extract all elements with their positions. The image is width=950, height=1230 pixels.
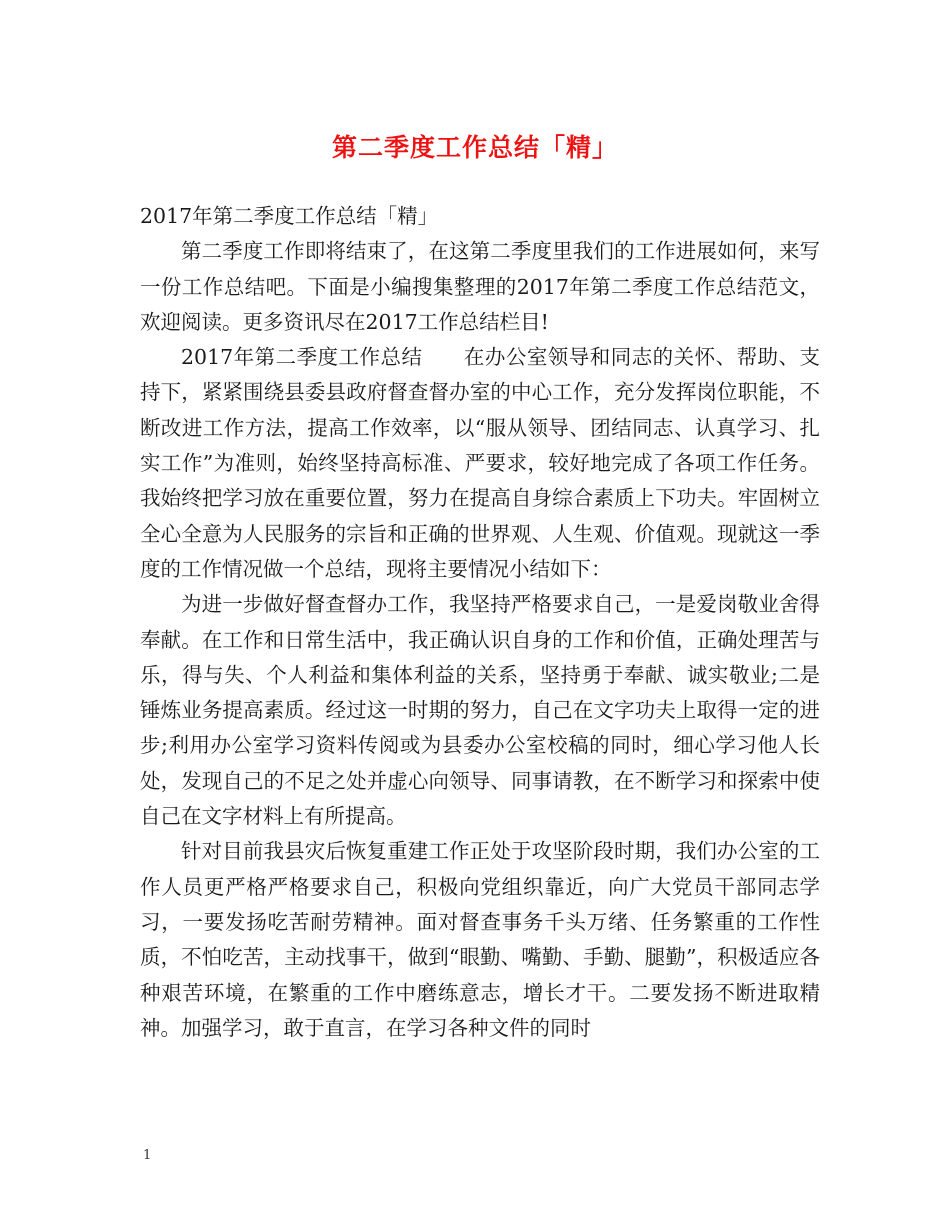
- summary-paragraph: [140, 340, 820, 587]
- document-title: 第二季度工作总结「精」: [331, 133, 618, 162]
- section-body: 在办公室领导和同志的关怀、帮助、支持下，紧紧围绕县委县政府督查督办室的中心工作，充分发挥岗位职能，不断改进工作方法，提高工作效率，以“服从领导、团结同志、认真学习、扎实工作”为准则，始终坚持高标准、严要求，较好地完成了各项工作任务。我始终把学习放在重要位置，努力在提高自身综合素质上下功夫。牢固树立全心全意为人民服务的宗旨和正确的世界观、人生观、价值观。现就这一季度的工作情况做一个总结，现将主要情况小结如下：: [140, 345, 820, 581]
- intro-paragraph: 第二季度工作即将结束了，在这第二季度里我们的工作进展如何，来写一份工作总结吧。下面是小编搜集整理的2017年第二季度工作总结范文，欢迎阅读。更多资讯尽在2017工作总结栏目!: [140, 239, 820, 334]
- page-number: 1: [143, 1148, 152, 1163]
- body-paragraph-2: 为进一步做好督查督办工作，我坚持严格要求自己，一是爱岗敬业舍得奉献。在工作和日常生活中，我正确认识自身的工作和价值，正确处理苦与乐，得与失、个人利益和集体利益的关系，坚持勇于奉献、诚实敬业;二是锤炼业务提高素质。经过这一时期的努力，自己在文字功夫上取得一定的进步;利用办公室学习资料传阅或为县委办公室校稿的同时，细心学习他人长处，发现自己的不足之处并虚心向领导、同事请教，在不断学习和探索中使自己在文字材料上有所提高。: [140, 592, 820, 829]
- document-subtitle: 2017年第二季度工作总结「精」: [140, 204, 439, 228]
- document-body: [140, 199, 820, 1046]
- body-paragraph-3: 针对目前我县灾后恢复重建工作正处于攻坚阶段时期，我们办公室的工作人员更严格严格要求自己，积极向党组织靠近，向广大党员干部同志学习，一要发扬吃苦耐劳精神。面对督查事务千头万绪、任务繁重的工作性质，不怕吃苦，主动找事干，做到“眼勤、嘴勤、手勤、腿勤”，积极适应各种艰苦环境，在繁重的工作中磨练意志，增长才干。二要发扬不断进取精神。加强学习，敢于直言，在学习各种文件的同时: [140, 839, 820, 1040]
- section-heading: 2017年第二季度工作总结: [181, 345, 423, 370]
